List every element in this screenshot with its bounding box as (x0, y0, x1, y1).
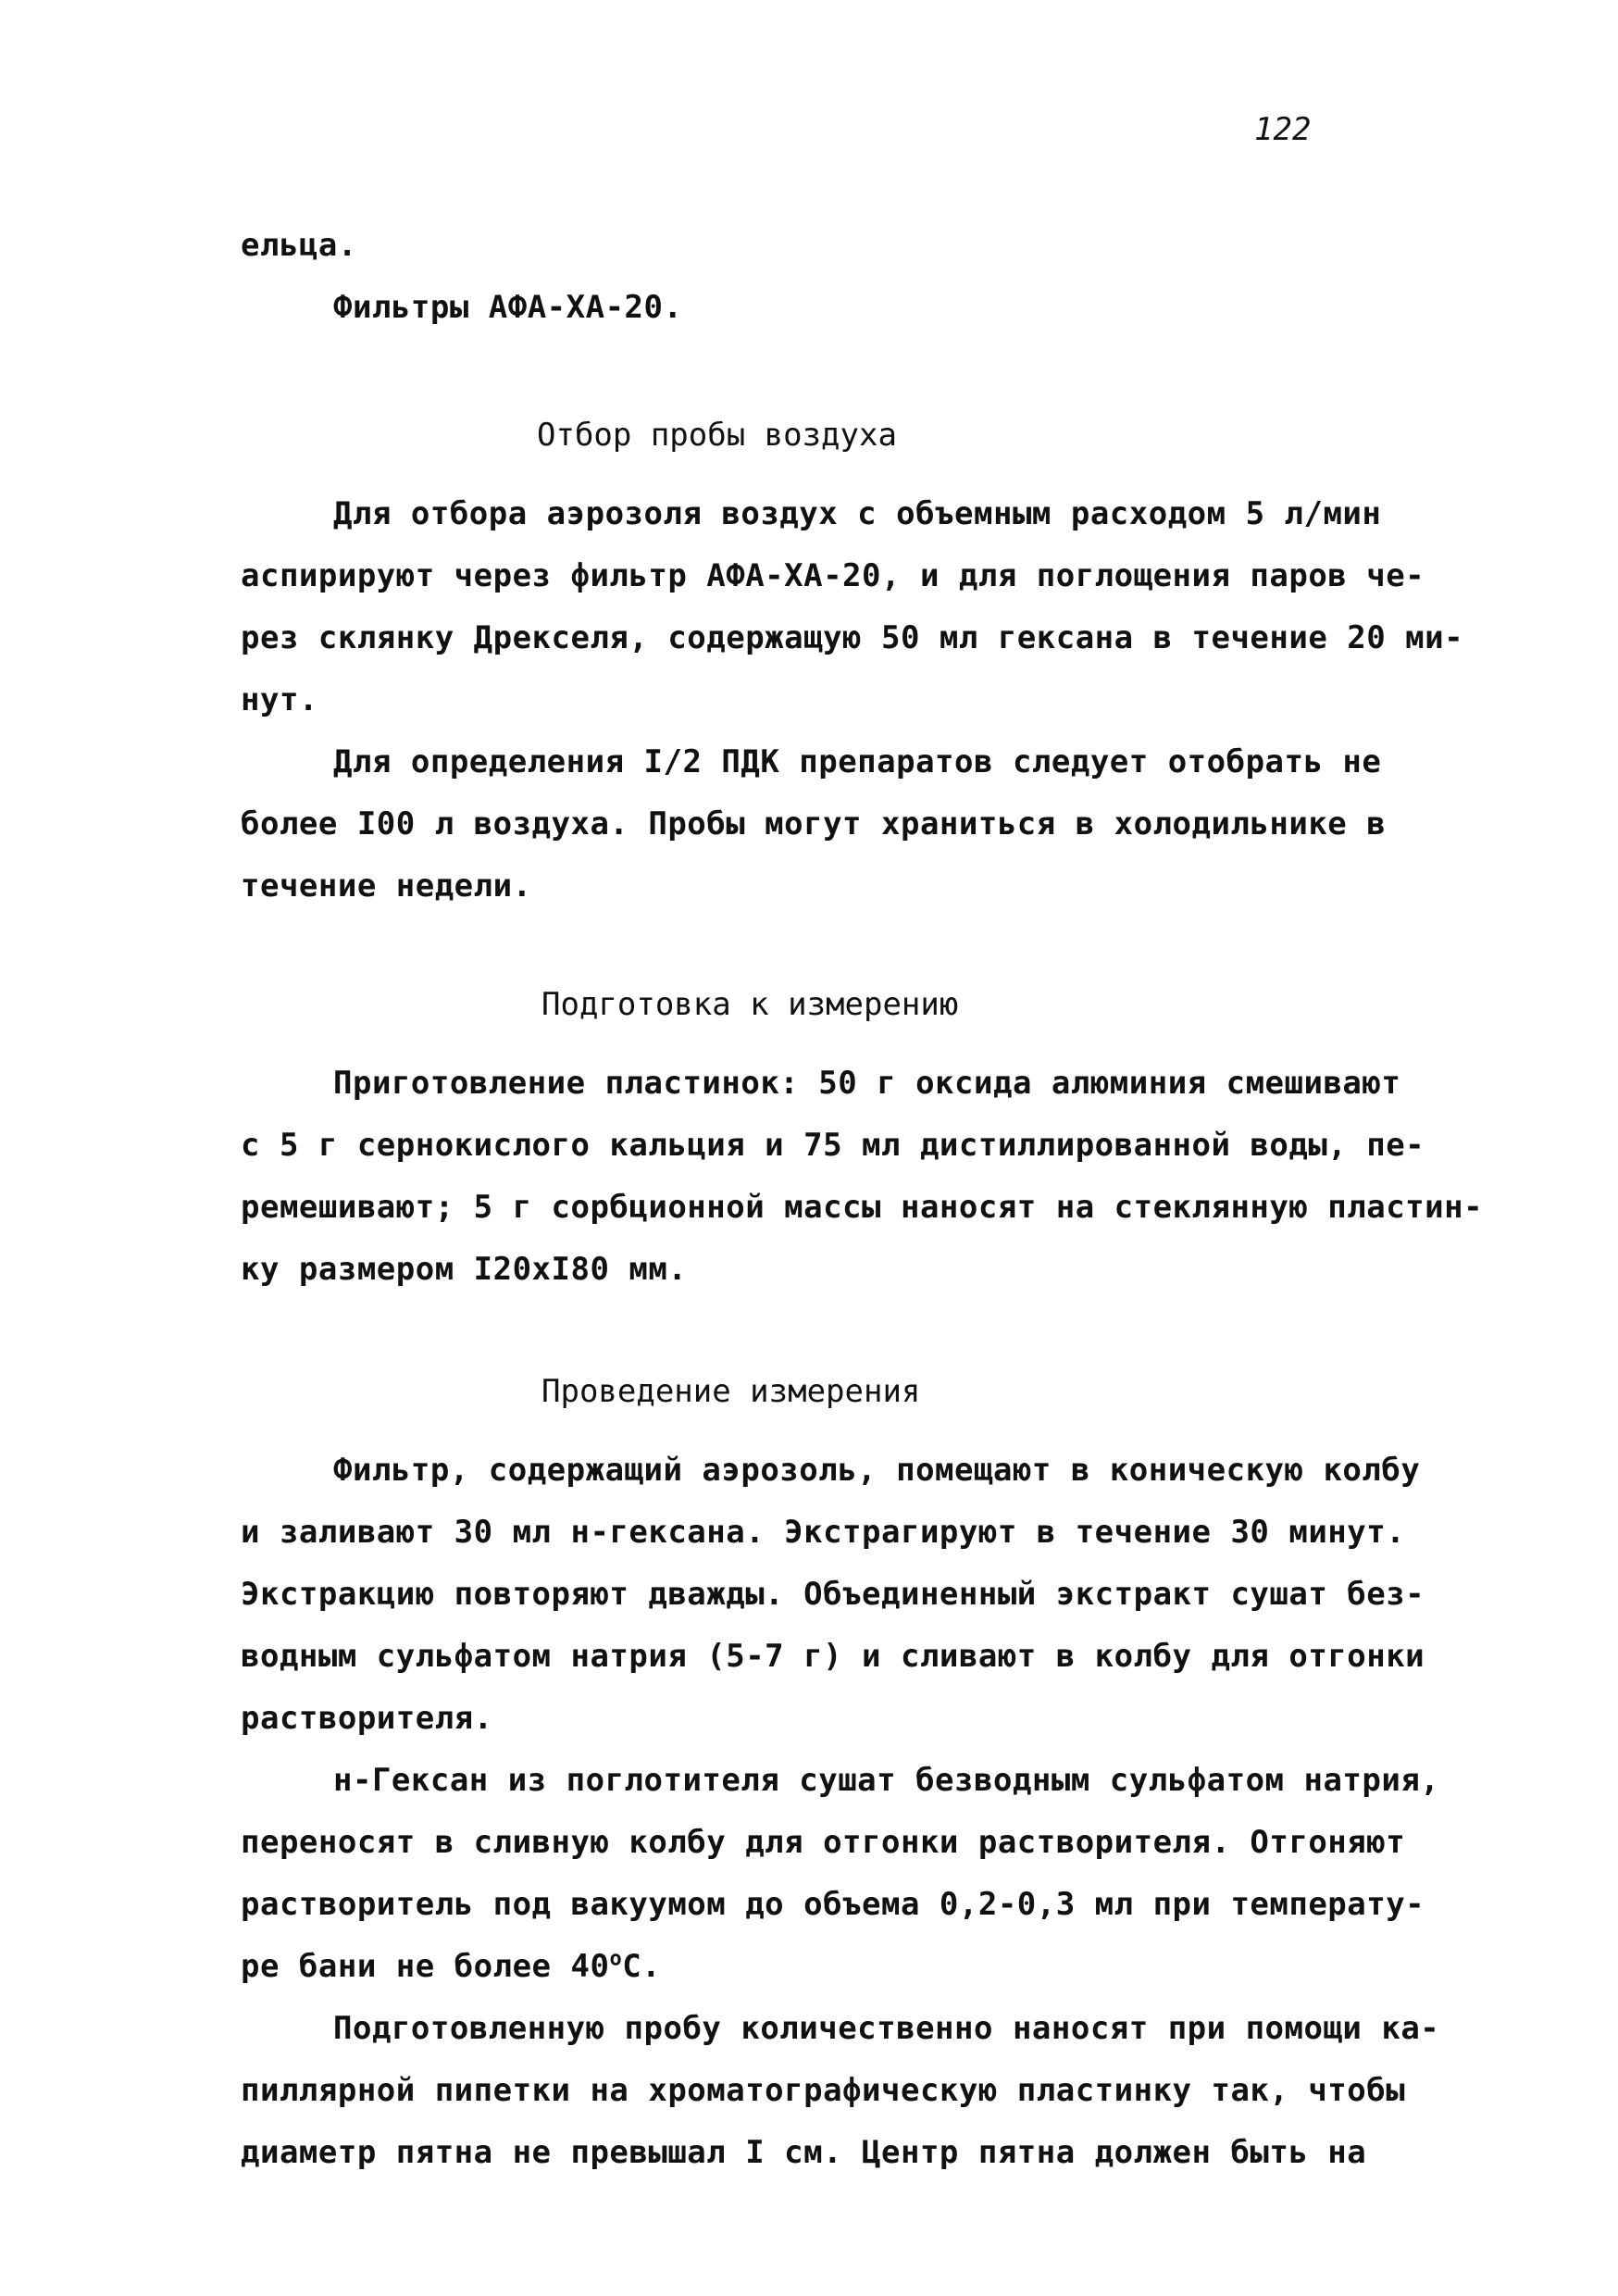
text-line: переносят в сливную колбу для отгонки растворителя. Отгоняют (241, 1824, 1406, 1861)
text-line: ку размером I20хI80 мм. (241, 1251, 688, 1288)
text-line: аспирируют через фильтр АФА-ХА-20, и для поглощения паров че- (241, 557, 1425, 594)
text-line: нут. (241, 681, 318, 718)
text-line: растворителя. (241, 1700, 493, 1737)
text-line: водным сульфатом натрия (5-7 г) и сливают в колбу для отгонки (241, 1638, 1425, 1675)
text-line: пиллярной пипетки на хроматографическую пластинку так, чтобы (241, 2072, 1406, 2109)
text-line: Подготовленную пробу количественно наносят при помощи ка- (333, 2010, 1440, 2047)
text-line: рез склянку Дрекселя, содержащую 50 мл гексана в течение 20 ми- (241, 619, 1464, 656)
text-line: ельца. (241, 227, 357, 264)
text-line: Фильтр, содержащий аэрозоль, помещают в коническую колбу (333, 1452, 1421, 1489)
text-line: растворитель под вакуумом до объема 0,2-0,3 мл при температу- (241, 1886, 1425, 1923)
section-heading: Подготовка к измерению (541, 986, 959, 1023)
text-line: Для отбора аэрозоля воздух с объемным расходом 5 л/мин (333, 495, 1382, 532)
text-line: Для определения I/2 ПДК препаратов следует отобрать не (333, 743, 1382, 780)
text-line (241, 1948, 661, 1985)
text-line: Фильтры АФА-ХА-20. (333, 289, 683, 326)
section-heading: Отбор пробы воздуха (537, 417, 897, 454)
text-line: течение недели. (241, 867, 532, 905)
text-line: и заливают 30 мл н-гексана. Экстрагируют в течение 30 минут. (241, 1514, 1406, 1551)
text-line: диаметр пятна не превышал I см. Центр пятна должен быть на (241, 2134, 1367, 2171)
page-number: 122 (1254, 111, 1312, 148)
line-text: С. (622, 1948, 662, 1985)
line-text: ре бани не более 40 (241, 1948, 610, 1985)
section-heading: Проведение измерения (541, 1373, 921, 1410)
text-line: более I00 л воздуха. Пробы могут храниться в холодильнике в (241, 805, 1387, 842)
text-line: н-Гексан из поглотителя сушат безводным сульфатом натрия, (333, 1762, 1440, 1799)
text-line: Приготовление пластинок: 50 г оксида алюминия смешивают (333, 1065, 1401, 1102)
text-line: ремешивают; 5 г сорбционной массы наносят на стеклянную пластин- (241, 1189, 1484, 1226)
degree-mark: о (609, 1947, 623, 1971)
text-line: с 5 г сернокислого кальция и 75 мл дистиллированной воды, пе- (241, 1127, 1425, 1164)
text-line: Экстракцию повторяют дважды. Объединенный экстракт сушат без- (241, 1576, 1425, 1613)
